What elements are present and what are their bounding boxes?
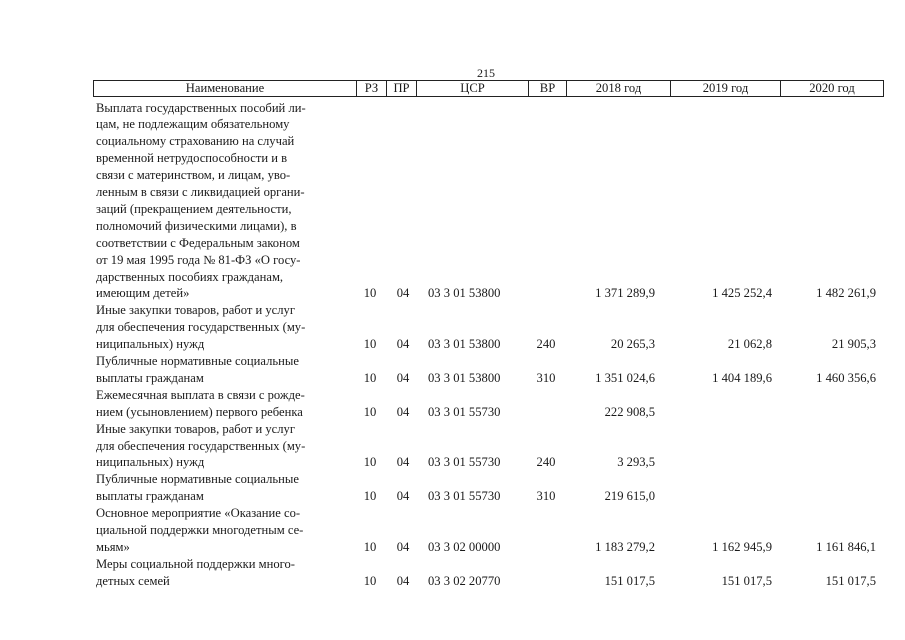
row-2018: 151 017,5	[604, 573, 655, 588]
header-name: Наименование	[185, 81, 265, 95]
row-rz: 10	[363, 539, 377, 554]
header-2018: 2018 год	[566, 81, 670, 96]
row-rz: 10	[363, 286, 377, 301]
row-pr: 04	[396, 370, 410, 385]
row-csr: 03 3 01 55730	[428, 489, 501, 504]
header-vr: ВР	[528, 81, 566, 96]
row-csr: 03 3 02 00000	[428, 539, 501, 554]
header-2019: 2019 год	[670, 81, 780, 96]
table-header	[93, 80, 884, 97]
row-pr: 04	[396, 539, 410, 554]
row-pr: 04	[396, 573, 410, 588]
table-row	[0, 387, 905, 421]
row-pr: 04	[396, 455, 410, 470]
row-2018: 1 183 279,2	[595, 539, 655, 554]
row-2020: 21 905,3	[831, 337, 876, 352]
row-rz: 10	[363, 404, 377, 419]
row-vr: 310	[536, 489, 556, 504]
row-rz: 10	[363, 455, 377, 470]
row-name: Основное мероприятие «Оказание со- циальной поддержки многодетным се- мьям»	[96, 506, 304, 554]
header-2020: 2020 год	[780, 81, 883, 96]
row-2018: 222 908,5	[604, 404, 655, 419]
table-row	[0, 302, 905, 353]
header-rz: РЗ	[356, 81, 386, 96]
row-2018: 20 265,3	[610, 337, 655, 352]
row-2019: 1 425 252,4	[712, 286, 772, 301]
row-pr: 04	[396, 489, 410, 504]
row-name: Ежемесячная выплата в связи с рожде- нием (усыновлением) первого ребенка	[96, 387, 305, 419]
row-rz: 10	[363, 573, 377, 588]
table-row	[0, 100, 905, 303]
row-2020: 1 161 846,1	[816, 539, 876, 554]
row-name: Иные закупки товаров, работ и услуг для обеспечения государственных (му- ниципальных) нужд	[96, 303, 306, 352]
row-pr: 04	[396, 337, 410, 352]
row-vr: 240	[536, 337, 556, 352]
row-name: Публичные нормативные социальные выплаты гражданам	[96, 472, 299, 504]
table-row	[0, 421, 905, 472]
row-vr: 310	[536, 370, 556, 385]
row-csr: 03 3 01 53800	[428, 337, 501, 352]
row-pr: 04	[396, 286, 410, 301]
row-2018: 219 615,0	[604, 489, 655, 504]
row-name: Публичные нормативные социальные выплаты гражданам	[96, 354, 299, 385]
row-2020: 1 482 261,9	[816, 286, 876, 301]
row-rz: 10	[363, 370, 377, 385]
row-rz: 10	[363, 489, 377, 504]
table-row	[0, 471, 905, 505]
row-csr: 03 3 01 55730	[428, 455, 501, 470]
row-name: Меры социальной поддержки много- детных семей	[96, 556, 295, 588]
header-pr: ПР	[386, 81, 416, 96]
row-2020: 151 017,5	[825, 573, 876, 588]
row-2019: 151 017,5	[721, 573, 772, 588]
row-csr: 03 3 01 53800	[428, 370, 501, 385]
row-csr: 03 3 01 55730	[428, 404, 501, 419]
page-number: 215	[477, 66, 495, 80]
row-2018: 1 351 024,6	[595, 370, 655, 385]
row-2019: 21 062,8	[727, 337, 772, 352]
row-pr: 04	[396, 404, 410, 419]
table-row	[0, 353, 905, 387]
row-name: Иные закупки товаров, работ и услуг для обеспечения государственных (му- ниципальных) нужд	[96, 421, 306, 470]
row-vr: 240	[536, 455, 556, 470]
row-name: Выплата государственных пособий ли- цам, не подлежащим обязательному социальному страхованию на случай временной нетрудоспособности и в связи с материнством, и лицам, уво- ленным в связи с ликвидацией органи- заций (прекращением деятельности, полномочий физическими лицами), в соответствии с Федеральным законом от 19 мая 1995 года № 81-ФЗ «О госу- дарственных пособиях гражданам, имеющим детей»	[96, 100, 306, 301]
row-2018: 3 293,5	[617, 455, 655, 470]
row-2019: 1 404 189,6	[712, 370, 772, 385]
row-2018: 1 371 289,9	[595, 286, 655, 301]
row-csr: 03 3 02 20770	[428, 573, 501, 588]
row-csr: 03 3 01 53800	[428, 286, 501, 301]
table-row	[0, 556, 905, 590]
row-rz: 10	[363, 337, 377, 352]
header-csr: ЦСР	[416, 81, 528, 96]
table-row	[0, 505, 905, 556]
row-2020: 1 460 356,6	[816, 370, 876, 385]
row-2019: 1 162 945,9	[712, 539, 772, 554]
